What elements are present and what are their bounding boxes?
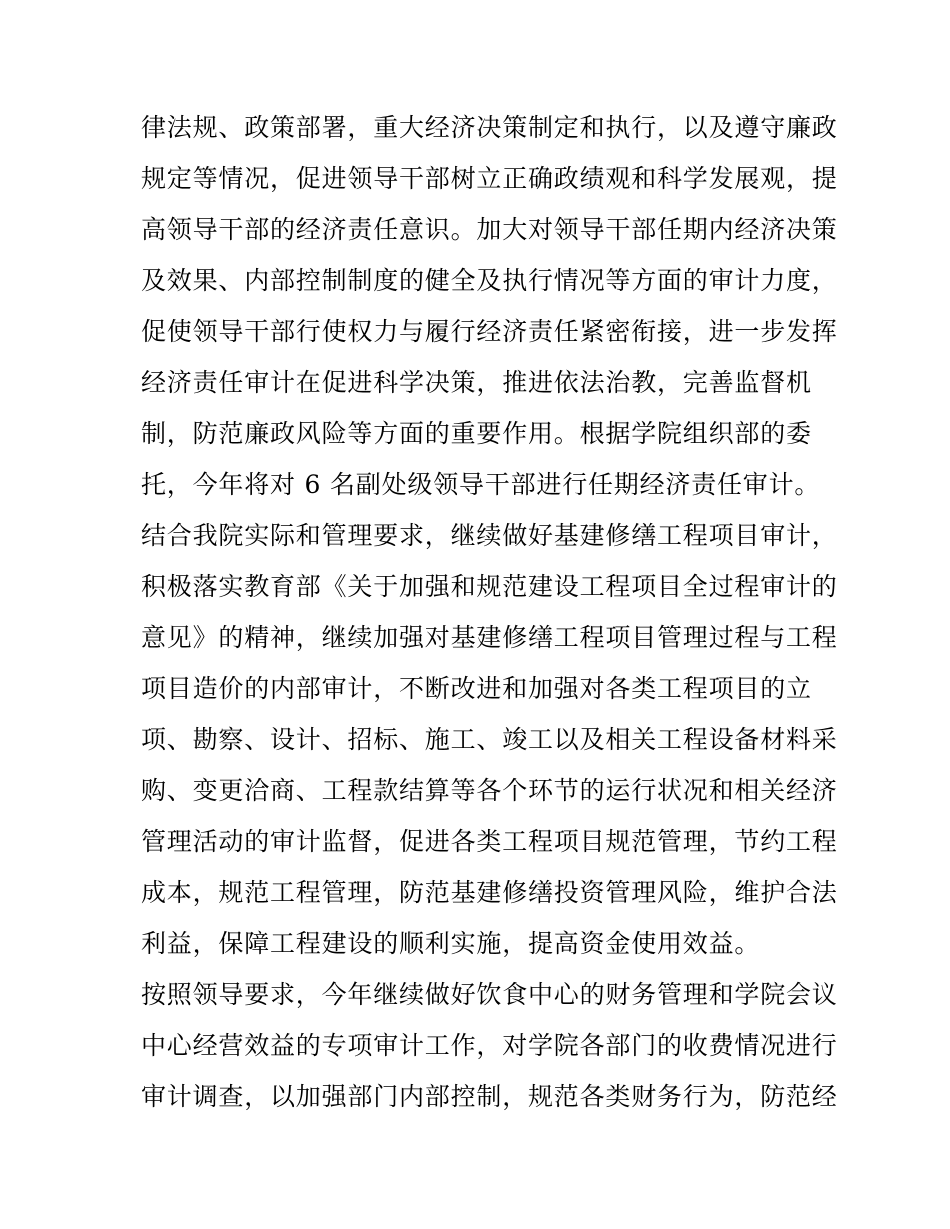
text-line: 中心经营效益的专项审计工作，对学院各部门的收费情况进行 bbox=[141, 1031, 838, 1060]
text-line: 积极落实教育部《关于加强和规范建设工程项目全过程审计的 bbox=[141, 572, 838, 601]
text-line: 制，防范廉政风险等方面的重要作用。根据学院组织部的委 bbox=[141, 419, 812, 448]
text-line: 项目造价的内部审计，不断改进和加强对各类工程项目的立 bbox=[141, 674, 812, 703]
text-line: 高领导干部的经济责任意识。加大对领导干部任期内经济决策 bbox=[141, 215, 838, 244]
text-line: 审计调查，以加强部门内部控制，规范各类财务行为，防范经 bbox=[141, 1082, 838, 1111]
text-line: 托，今年将对 6 名副处级领导干部进行任期经济责任审计。 bbox=[141, 470, 821, 499]
text-line: 购、变更洽商、工程款结算等各个环节的运行状况和相关经济 bbox=[141, 776, 838, 805]
text-line: 促使领导干部行使权力与履行经济责任紧密衔接，进一步发挥 bbox=[141, 317, 838, 346]
text-line: 结合我院实际和管理要求，继续做好基建修缮工程项目审计， bbox=[141, 521, 838, 550]
text-line: 意见》的精神，继续加强对基建修缮工程项目管理过程与工程 bbox=[141, 623, 838, 652]
text-line: 成本，规范工程管理，防范基建修缮投资管理风险，维护合法 bbox=[141, 878, 838, 907]
text-line: 按照领导要求，今年继续做好饮食中心的财务管理和学院会议 bbox=[141, 980, 838, 1009]
body-text bbox=[141, 102, 838, 1122]
text-line: 项、勘察、设计、招标、施工、竣工以及相关工程设备材料采 bbox=[141, 725, 838, 754]
text-line: 规定等情况，促进领导干部树立正确政绩观和科学发展观，提 bbox=[141, 164, 838, 193]
text-line: 及效果、内部控制制度的健全及执行情况等方面的审计力度， bbox=[141, 266, 838, 295]
text-line: 管理活动的审计监督，促进各类工程项目规范管理，节约工程 bbox=[141, 827, 838, 856]
text-line: 律法规、政策部署，重大经济决策制定和执行，以及遵守廉政 bbox=[141, 113, 838, 142]
text-line: 利益，保障工程建设的顺利实施，提高资金使用效益。 bbox=[141, 929, 761, 958]
text-line: 经济责任审计在促进科学决策，推进依法治教，完善监督机 bbox=[141, 368, 812, 397]
